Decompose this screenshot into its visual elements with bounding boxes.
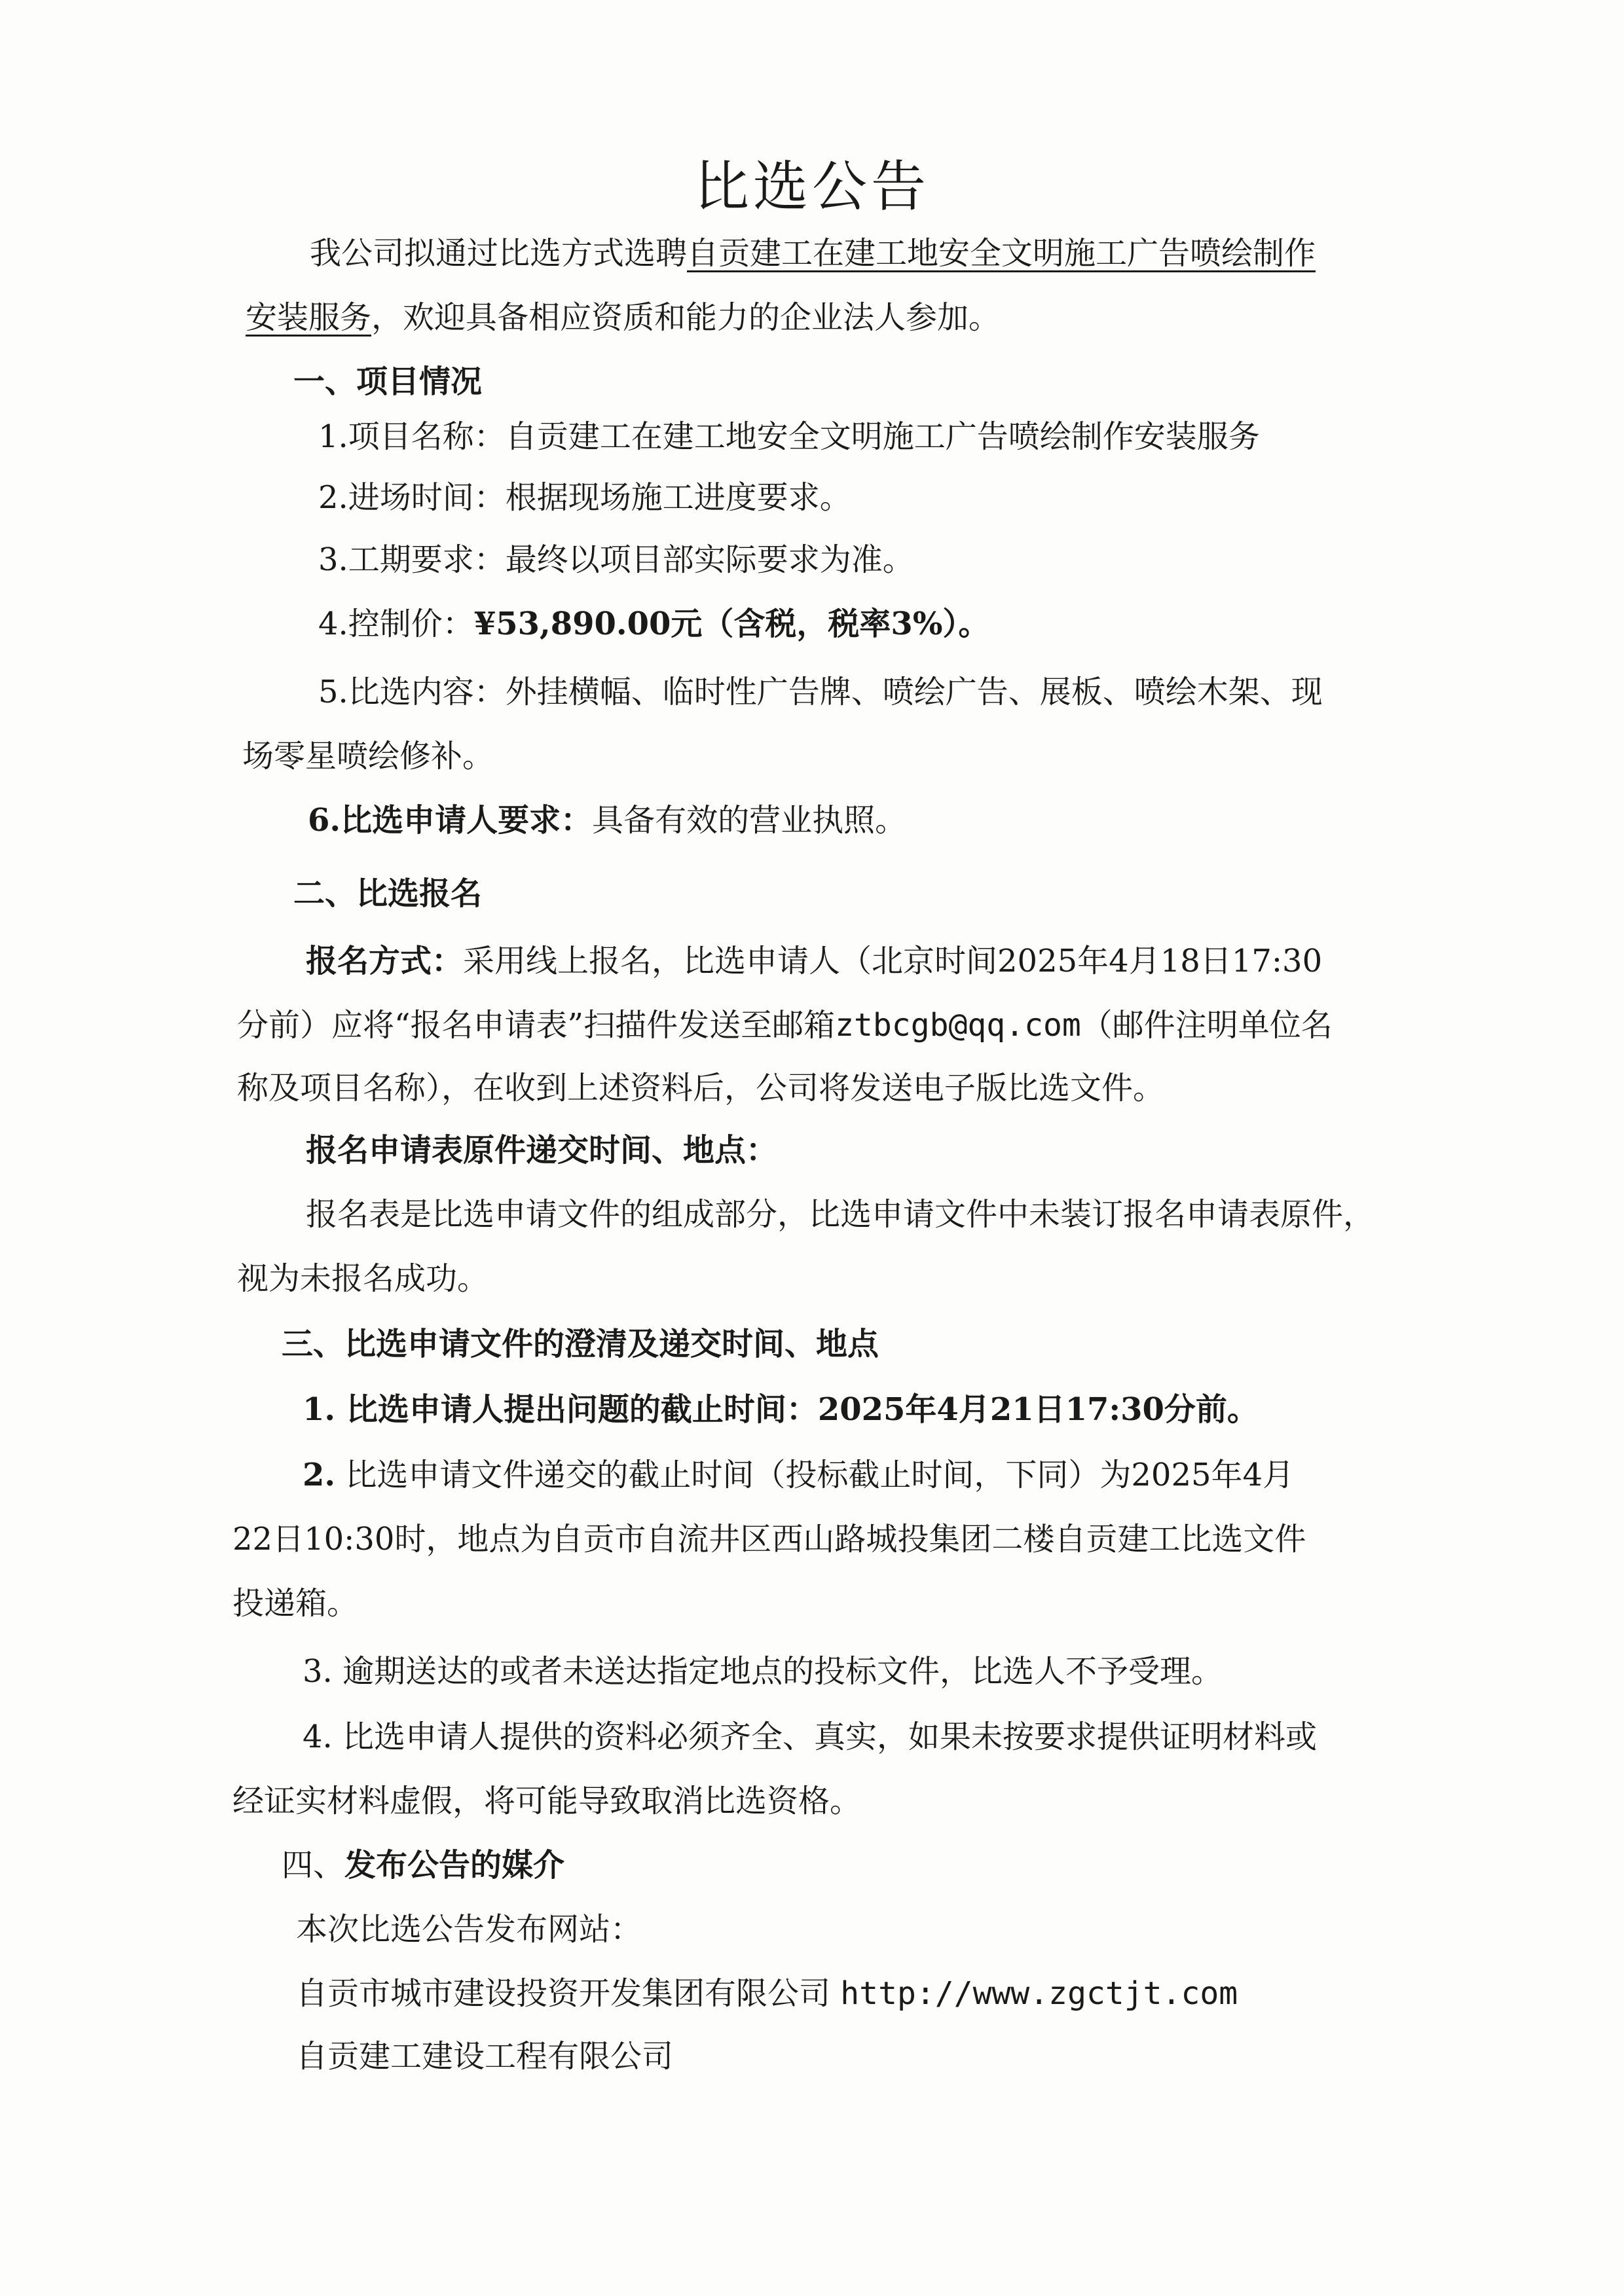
- section-1-heading: 一、项目情况: [293, 363, 483, 400]
- publish-site-1-name: 自贡市城市建设投资开发集团有限公司: [296, 1975, 831, 2012]
- section-4-title: 发布公告的媒介: [344, 1847, 565, 1884]
- s2-original-line-2: 视为未报名成功。: [237, 1260, 489, 1297]
- intro-line-1: [310, 230, 1316, 276]
- s3-item-1: 1. 比选申请人提出问题的截止时间：2025年4月21日17:30分前。: [303, 1391, 1259, 1428]
- publish-site-1-url: http://www.zgctjt.com: [840, 1975, 1238, 2012]
- registration-method-text: 采用线上报名，比选申请人（北京时间2025年4月18日17:30: [463, 943, 1323, 979]
- s3-item-2-line-3: 投递箱。: [232, 1585, 359, 1622]
- s1-item-5-line-2: 场零星喷绘修补。: [242, 738, 494, 774]
- applicant-requirement-label: 6.比选申请人要求：: [308, 802, 593, 839]
- applicant-requirement-value: 具备有效的营业执照。: [592, 802, 907, 839]
- section-4-heading: [282, 1842, 564, 1888]
- s3-item-3: 3. 逾期送达的或者未送达指定地点的投标文件，比选人不予受理。: [303, 1653, 1223, 1690]
- s1-item-1: 1.项目名称：自贡建工在建工地安全文明施工广告喷绘制作安装服务: [318, 418, 1260, 455]
- project-name-underlined-1: 自贡建工在建工地安全文明施工广告喷绘制作: [687, 235, 1316, 272]
- s2-original-line-1: 报名表是比选申请文件的组成部分，比选申请文件中未装订报名申请表原件，: [306, 1196, 1375, 1233]
- s2-method-line-3: 称及项目名称），在收到上述资料后，公司将发送电子版比选文件。: [237, 1070, 1165, 1106]
- publish-site-1: [296, 1971, 1238, 2016]
- s3-item-2-number: 2.: [303, 1457, 336, 1493]
- publish-sites-label: 本次比选公告发布网站：: [296, 1911, 642, 1948]
- s2-method-line-2-pre: 分前）应将“报名申请表”扫描件发送至邮箱: [237, 1007, 836, 1044]
- intro-pre: 我公司拟通过比选方式选聘: [310, 235, 688, 272]
- s1-item-4: [318, 601, 989, 647]
- s3-item-4-line-2: 经证实材料虚假，将可能导致取消比选资格。: [232, 1783, 862, 1819]
- section-3-heading: 三、比选申请文件的澄清及递交时间、地点: [282, 1326, 879, 1362]
- s2-method-line-2: [237, 1002, 1333, 1048]
- s1-item-2: 2.进场时间：根据现场施工进度要求。: [318, 479, 851, 516]
- registration-email: ztbcgb@qq.com: [835, 1007, 1081, 1044]
- section-2-heading: 二、比选报名: [293, 875, 483, 912]
- control-price-label: 4.控制价：: [318, 606, 474, 642]
- s3-item-2-text: 比选申请文件递交的截止时间（投标截止时间，下同）为2025年4月: [335, 1457, 1295, 1493]
- s3-item-4-line-1: 4. 比选申请人提供的资料必须齐全、真实，如果未按要求提供证明材料或: [303, 1719, 1318, 1755]
- s3-item-2-line-1: [303, 1452, 1294, 1498]
- s2-method-line-2-post: （邮件注明单位名: [1080, 1007, 1333, 1044]
- s1-item-5-line-1: 5.比选内容：外挂横幅、临时性广告牌、喷绘广告、展板、喷绘木架、现: [318, 674, 1323, 710]
- issuing-company: 自贡建工建设工程有限公司: [296, 2038, 674, 2075]
- s1-item-3: 3.工期要求：最终以项目部实际要求为准。: [318, 541, 914, 578]
- page-title: 比选公告: [693, 155, 930, 219]
- project-name-underlined-2: 安装服务: [246, 299, 372, 336]
- control-price-value: ¥53,890.00元（含税，税率3%）。: [473, 606, 990, 642]
- section-4-number: 四、: [282, 1847, 345, 1884]
- s3-item-2-line-2: 22日10:30时，地点为自贡市自流井区西山路城投集团二楼自贡建工比选文件: [232, 1521, 1306, 1558]
- s1-item-6: [308, 797, 906, 843]
- intro-line-2: [246, 295, 1000, 340]
- registration-method-label: 报名方式：: [306, 943, 464, 979]
- s2-method-line-1: [306, 938, 1322, 984]
- intro-post: ，欢迎具备相应资质和能力的企业法人参加。: [371, 299, 1001, 336]
- original-form-heading: 报名申请表原件递交时间、地点：: [306, 1132, 778, 1169]
